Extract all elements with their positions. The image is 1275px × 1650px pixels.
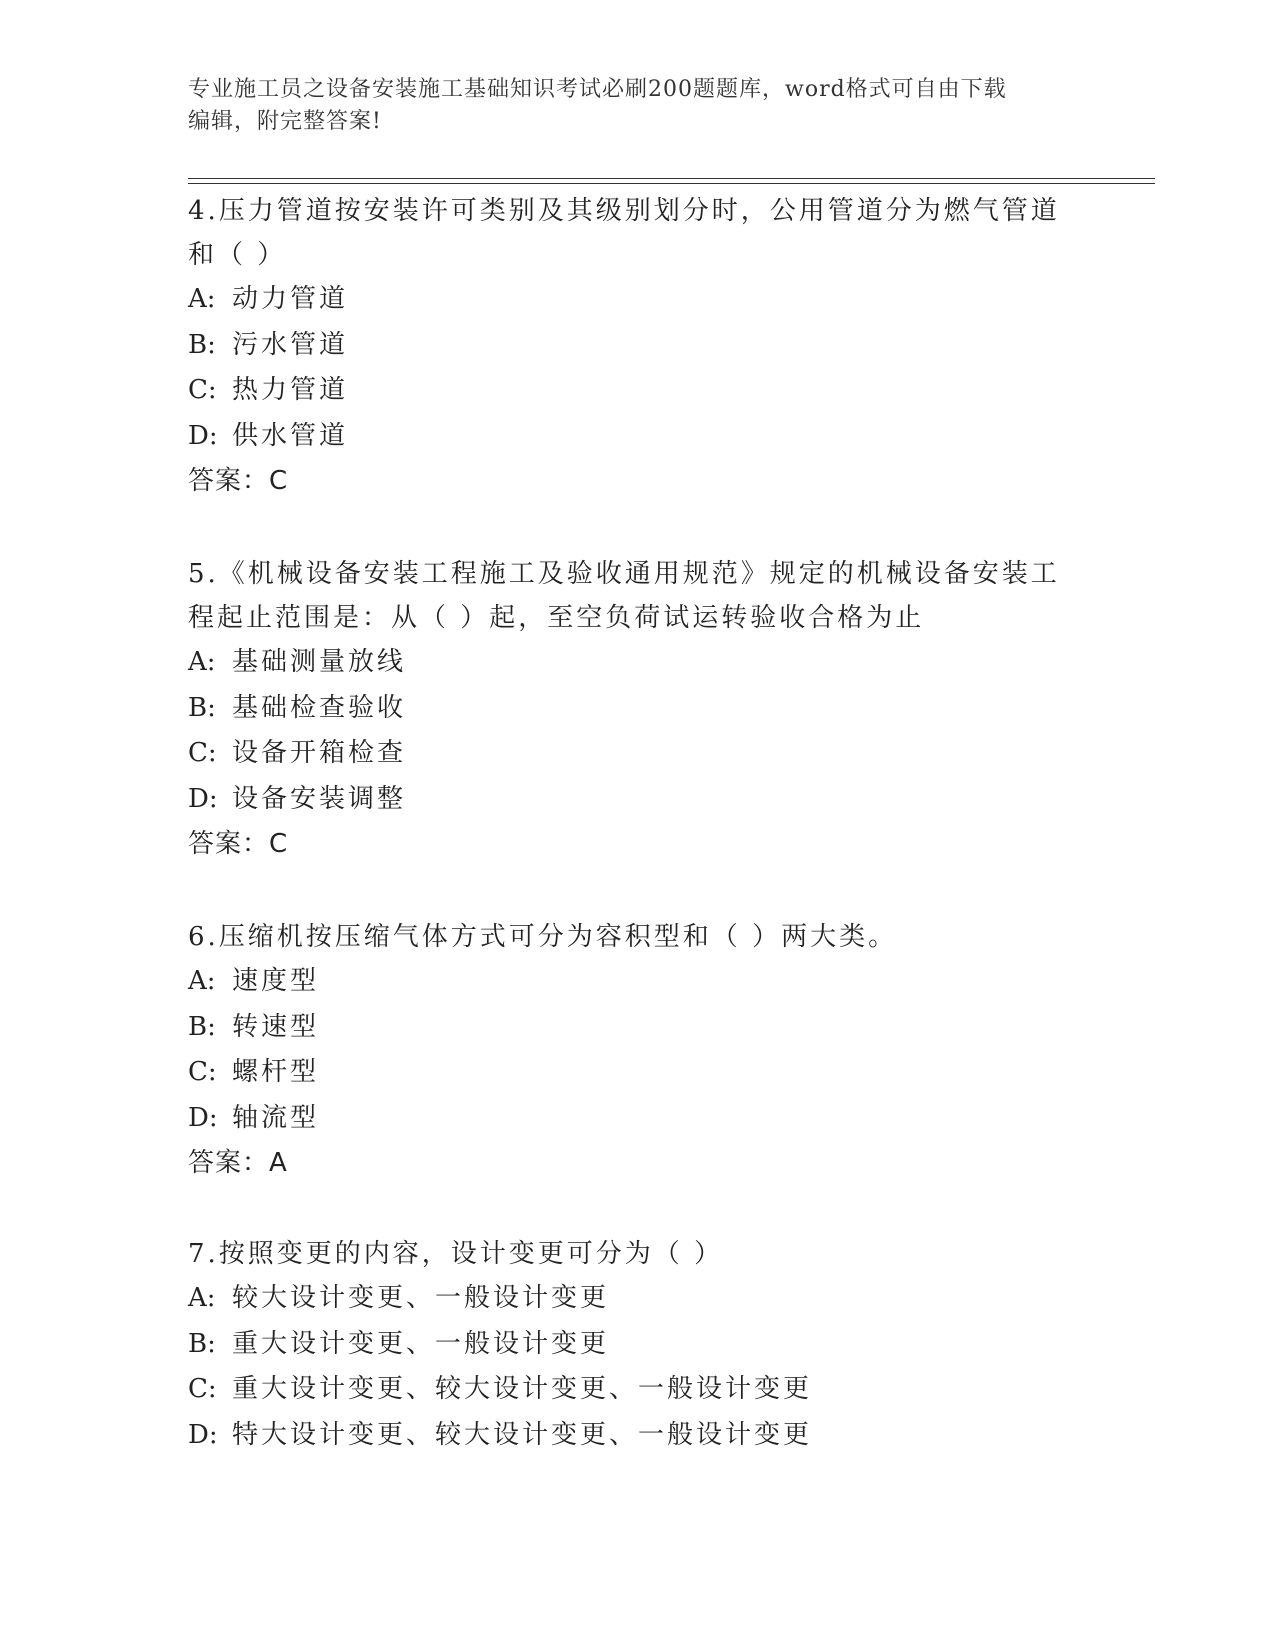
header-divider-bottom — [188, 183, 1155, 184]
option-text: 特大设计变更、较大设计变更、一般设计变更 — [232, 1419, 813, 1450]
option-text: 设备开箱检查 — [232, 738, 407, 768]
header-line-2: 编辑，附完整答案! — [188, 109, 382, 134]
option-letter: D: — [188, 1419, 218, 1450]
option-letter: B: — [188, 1011, 216, 1042]
option-text: 速度型 — [232, 966, 320, 996]
question-stem: 5.《机械设备安装工程施工及验收通用规范》规定的机械设备安装工程起止范围是：从（ ）起，至空负荷试运转验收合格为止 — [188, 559, 1060, 633]
option-letter: C: — [188, 1057, 217, 1087]
question-4 — [188, 189, 1088, 503]
option-text: 重大设计变更、一般设计变更 — [232, 1328, 610, 1359]
option-letter: D: — [188, 783, 218, 814]
option-text: 较大设计变更、一般设计变更 — [232, 1283, 610, 1313]
option-b — [188, 1005, 1088, 1051]
option-letter: B: — [188, 692, 216, 723]
question-stem: 6.压缩机按压缩气体方式可分为容积型和（ ）两大类。 — [188, 922, 898, 952]
option-text: 设备安装调整 — [232, 783, 407, 814]
option-b — [188, 323, 1088, 369]
option-letter: C: — [188, 375, 217, 405]
option-letter: C: — [188, 1374, 217, 1404]
question-stem: 7.按照变更的内容，设计变更可分为（ ） — [188, 1239, 724, 1269]
question-5 — [188, 552, 1088, 866]
option-d — [188, 1413, 1088, 1459]
option-letter: B: — [188, 329, 216, 360]
option-text: 污水管道 — [232, 329, 349, 360]
option-a — [188, 277, 1088, 323]
option-text: 转速型 — [232, 1011, 320, 1042]
option-d — [188, 777, 1088, 823]
option-text: 供水管道 — [232, 420, 349, 451]
option-d — [188, 414, 1088, 460]
option-c — [188, 1367, 1088, 1413]
option-b — [188, 1322, 1088, 1368]
option-text: 轴流型 — [232, 1102, 320, 1133]
option-letter: B: — [188, 1328, 216, 1359]
option-d — [188, 1096, 1088, 1142]
option-letter: D: — [188, 420, 218, 451]
header-line-1: 专业施工员之设备安装施工基础知识考试必刷200题题库，word格式可自由下载 — [188, 77, 1007, 102]
option-letter: D: — [188, 1102, 218, 1133]
answer-line: 答案：C — [188, 829, 289, 859]
option-text: 基础测量放线 — [232, 647, 407, 677]
option-a — [188, 1276, 1088, 1322]
document-header — [188, 74, 1068, 138]
option-text: 重大设计变更、较大设计变更、一般设计变更 — [232, 1374, 813, 1404]
option-text: 热力管道 — [232, 375, 349, 405]
question-stem: 4.压力管道按安装许可类别及其级别划分时，公用管道分为燃气管道和（ ） — [188, 196, 1060, 270]
answer-line: 答案：C — [188, 466, 289, 496]
option-c — [188, 731, 1088, 777]
option-letter: A: — [188, 647, 216, 677]
option-a — [188, 959, 1088, 1005]
option-c — [188, 1050, 1088, 1096]
option-letter: C: — [188, 738, 217, 768]
option-text: 螺杆型 — [232, 1057, 320, 1087]
answer-line: 答案：A — [188, 1148, 288, 1178]
option-text: 基础检查验收 — [232, 692, 407, 723]
option-text: 动力管道 — [232, 284, 349, 314]
header-divider-top — [188, 178, 1155, 179]
option-b — [188, 686, 1088, 732]
option-a — [188, 640, 1088, 686]
option-letter: A: — [188, 1283, 216, 1313]
option-letter: A: — [188, 284, 216, 314]
question-7 — [188, 1232, 1088, 1458]
question-6 — [188, 915, 1088, 1185]
option-c — [188, 368, 1088, 414]
option-letter: A: — [188, 966, 216, 996]
